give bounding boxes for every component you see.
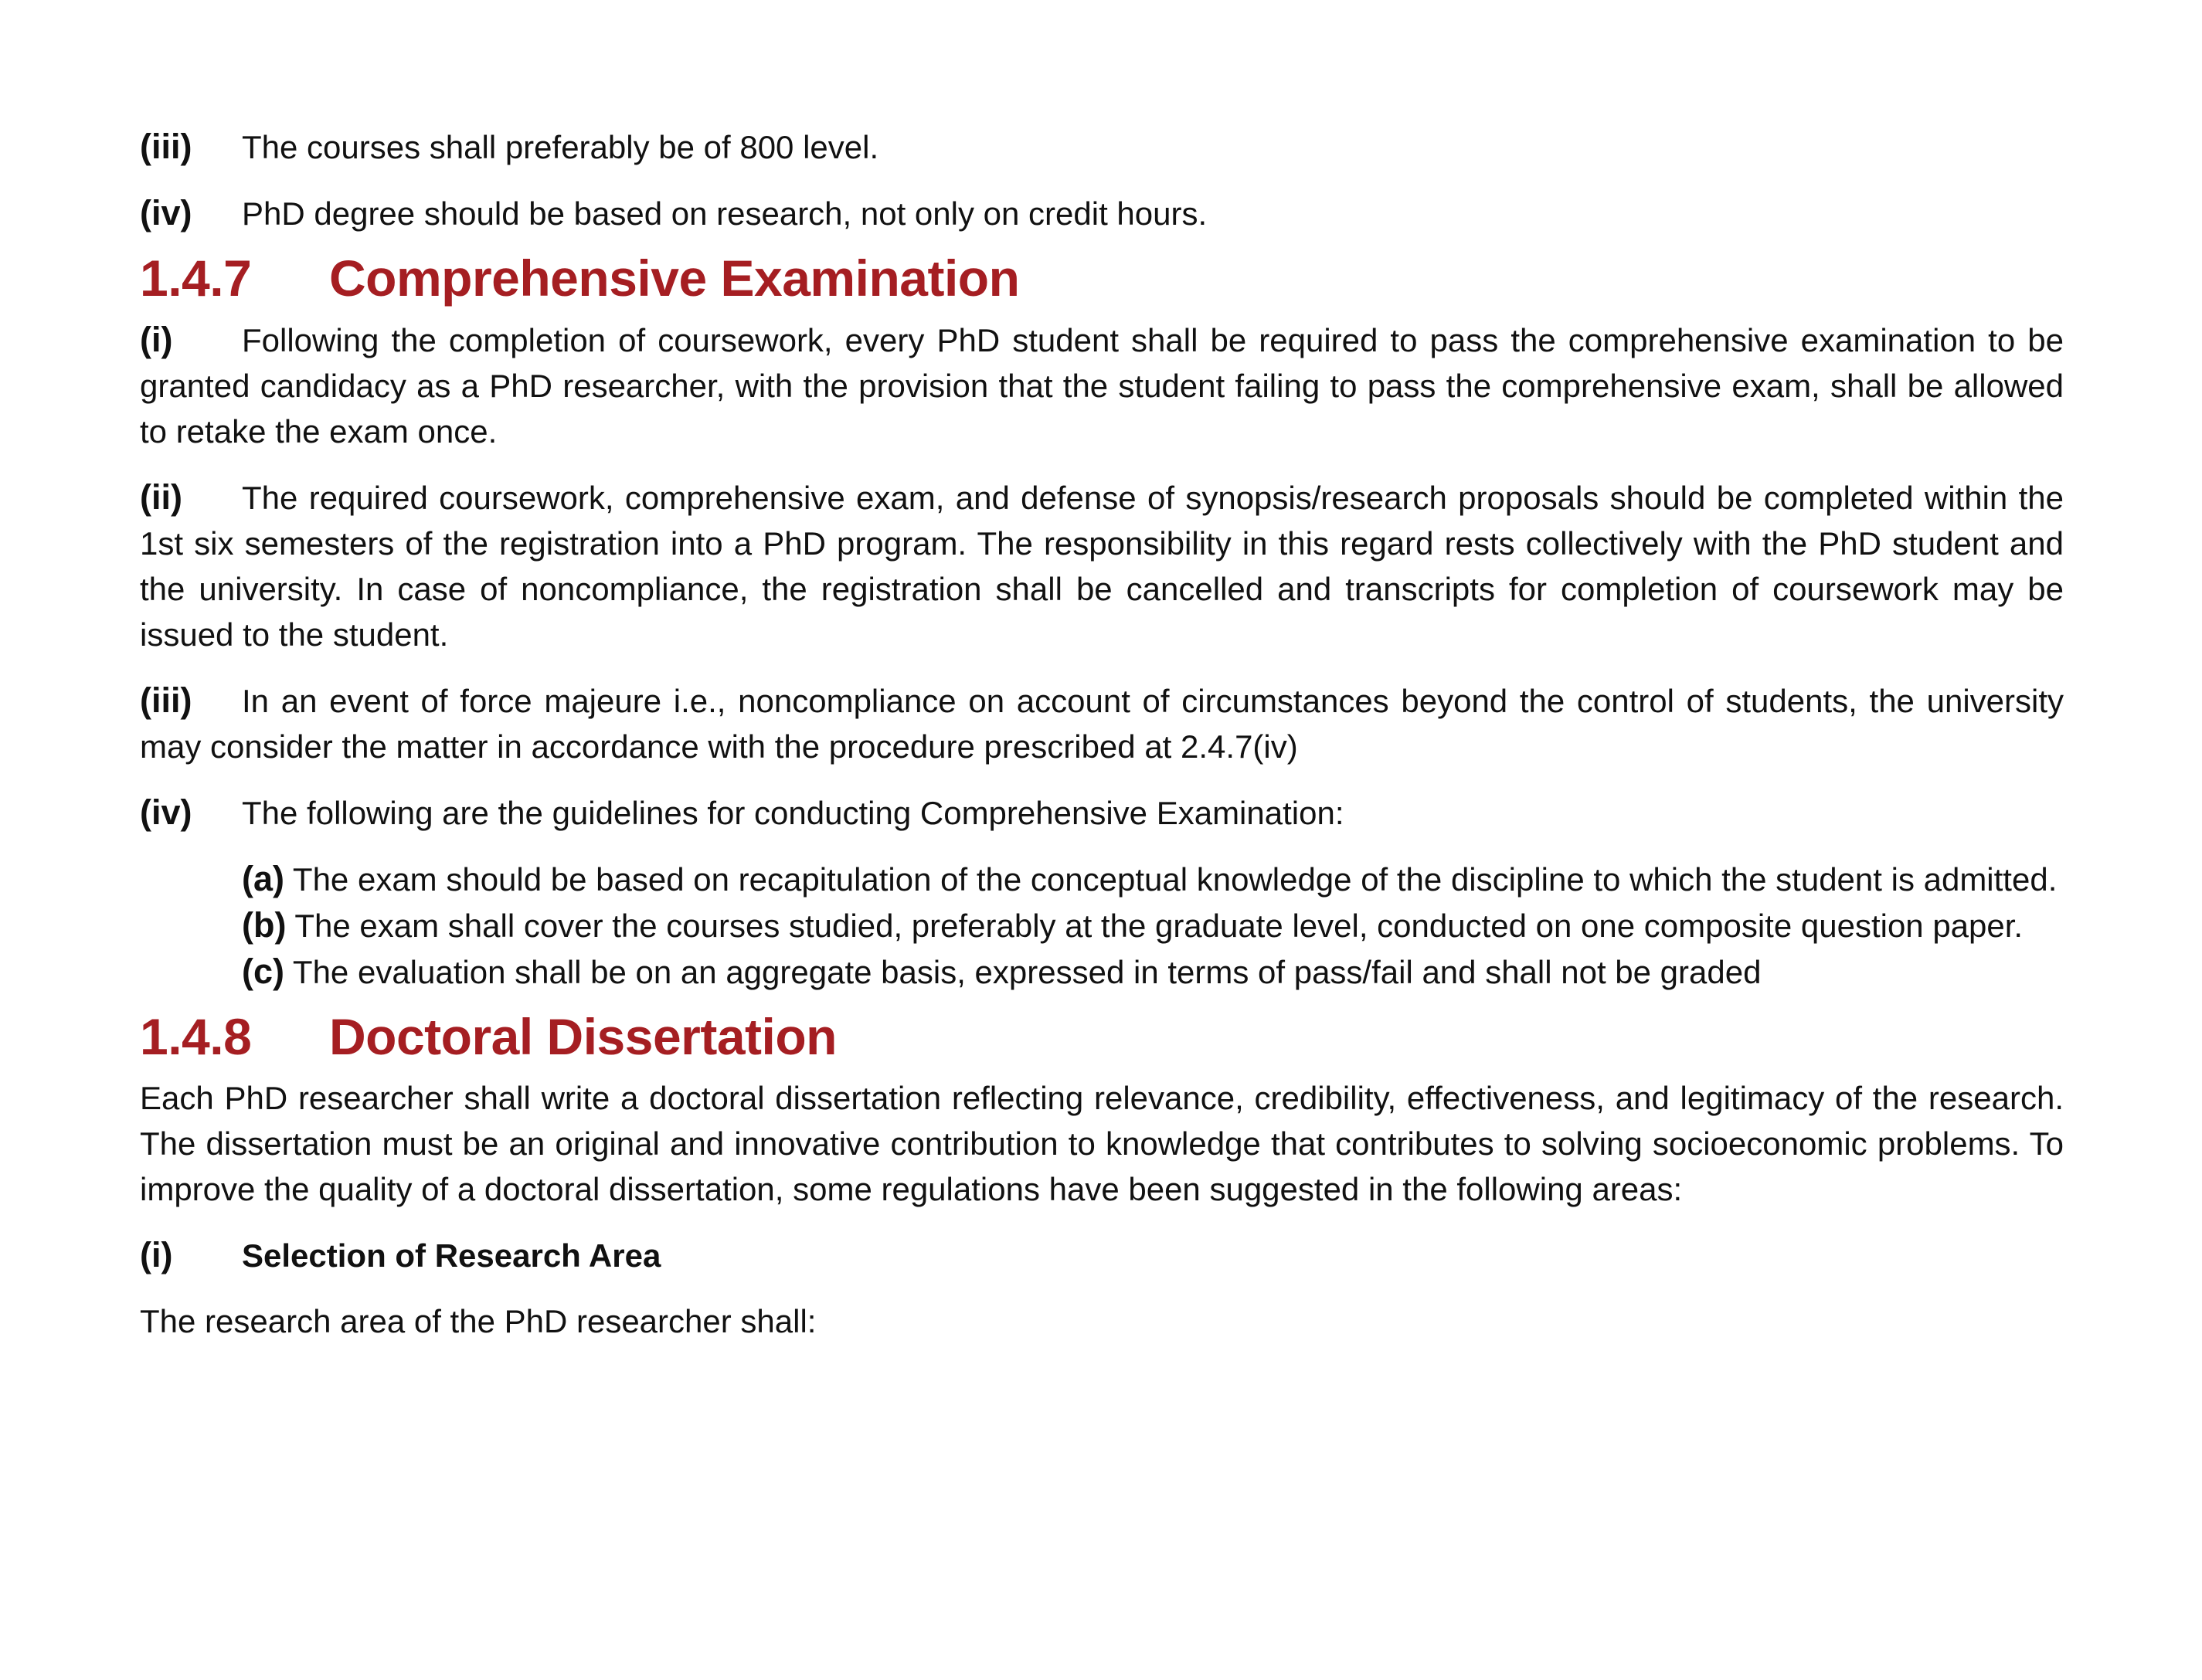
guideline-marker: (a) xyxy=(242,859,284,898)
guideline-item xyxy=(140,949,2064,995)
item-text: In an event of force majeure i.e., noncompliance on account of circumstances beyond the control of students, the university may consider the matter in accordance with the procedure prescribed at 2.4.7(iv) xyxy=(140,683,2064,765)
item-text: PhD degree should be based on research, not only on credit hours. xyxy=(242,195,1208,232)
list-item xyxy=(140,317,2064,454)
list-item xyxy=(140,190,2064,236)
list-item xyxy=(140,124,2064,170)
item-text: The following are the guidelines for conducting Comprehensive Examination: xyxy=(242,795,1344,831)
guideline-text: The exam should be based on recapitulation of the conceptual knowledge of the discipline to which the student is admitted. xyxy=(292,861,2058,898)
document-page xyxy=(140,124,2064,1344)
item-marker: (i) xyxy=(140,1235,173,1274)
list-item xyxy=(140,474,2064,657)
item-marker: (i) xyxy=(140,320,173,359)
item-marker: (iii) xyxy=(140,680,192,720)
list-item xyxy=(140,677,2064,769)
guideline-item xyxy=(140,902,2064,949)
subsection-heading xyxy=(140,1232,2064,1278)
section-heading xyxy=(140,1006,2064,1067)
guideline-text: The evaluation shall be on an aggregate basis, expressed in terms of pass/fail and shall not be graded xyxy=(292,954,1762,990)
guideline-item xyxy=(140,856,2064,902)
section-intro: Each PhD researcher shall write a doctoral dissertation reflecting relevance, credibility, effectiveness, and legitimacy of the research. The dissertation must be an original and innovative contribution to knowledge that contributes to solving socioeconomic problems. To improve the quality of a doctoral dissertation, some regulations have been suggested in the following areas: xyxy=(140,1080,2064,1207)
section-number: 1.4.8 xyxy=(140,1008,252,1065)
section-number: 1.4.7 xyxy=(140,249,252,307)
item-text: The courses shall preferably be of 800 level. xyxy=(242,129,879,165)
section-heading xyxy=(140,247,2064,309)
guideline-marker: (b) xyxy=(242,905,287,945)
guideline-marker: (c) xyxy=(242,952,284,991)
item-text: The required coursework, comprehensive exam, and defense of synopsis/research proposals should be completed within the 1st six semesters of the registration into a PhD program. The responsibility in this regard rests collectively with the PhD student and the university. In case of noncompliance, the registration shall be cancelled and transcripts for completion of coursework may be issued to the student. xyxy=(140,480,2064,653)
item-marker: (iv) xyxy=(140,193,192,232)
item-text: Following the completion of coursework, every PhD student shall be required to pass the comprehensive examination to be granted candidacy as a PhD researcher, with the provision that the student failing to pass the comprehensive exam, shall be allowed to retake the exam once. xyxy=(140,322,2064,450)
list-item xyxy=(140,789,2064,836)
item-marker: (ii) xyxy=(140,477,182,517)
item-marker: (iii) xyxy=(140,127,192,166)
section-title: Comprehensive Examination xyxy=(329,249,1020,307)
section-title: Doctoral Dissertation xyxy=(329,1008,837,1065)
closing-text: The research area of the PhD researcher shall: xyxy=(140,1303,817,1339)
subsection-title: Selection of Research Area xyxy=(242,1237,661,1274)
guideline-text: The exam shall cover the courses studied, preferably at the graduate level, conducted on one composite question paper. xyxy=(294,908,2024,944)
item-marker: (iv) xyxy=(140,792,192,832)
